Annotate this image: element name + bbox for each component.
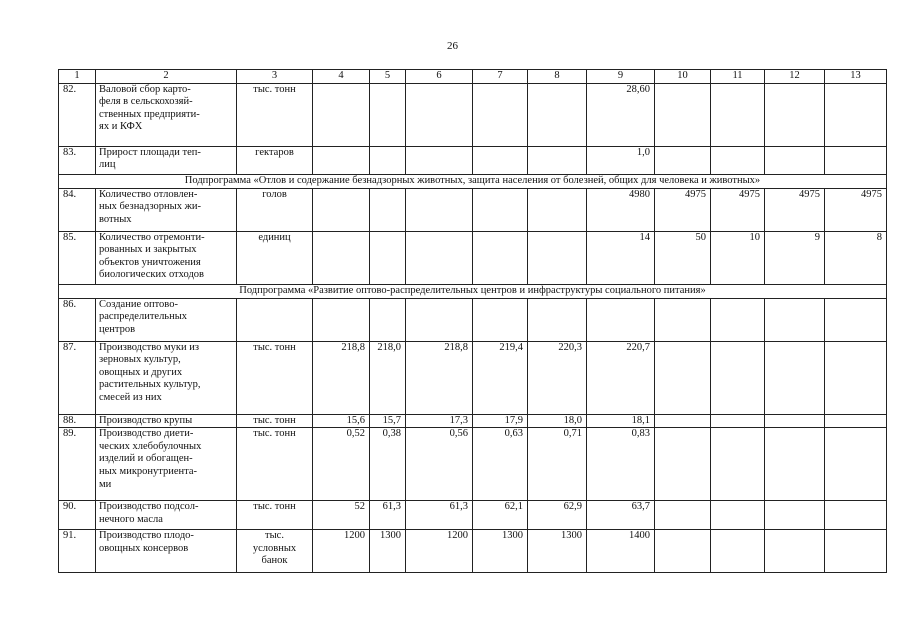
value-cell (711, 414, 765, 428)
unit-cell: тыс. тонн (237, 501, 313, 530)
value-cell (473, 83, 528, 146)
value-cell (765, 83, 825, 146)
table-row (59, 146, 887, 174)
value-cell: 4975 (711, 188, 765, 231)
value-cell (313, 231, 370, 284)
value-cell: 1200 (406, 530, 473, 573)
header-cell: 1 (59, 70, 96, 84)
indicator-name: Производство крупы (96, 414, 237, 428)
value-cell (528, 231, 587, 284)
value-cell (765, 530, 825, 573)
value-cell (711, 530, 765, 573)
table-row (59, 231, 887, 284)
unit-cell: единиц (237, 231, 313, 284)
header-cell: 9 (587, 70, 655, 84)
row-number: 89. (59, 428, 96, 501)
value-cell: 63,7 (587, 501, 655, 530)
header-cell: 13 (825, 70, 887, 84)
value-cell (711, 428, 765, 501)
page-number: 26 (447, 40, 458, 52)
value-cell (528, 146, 587, 174)
value-cell (370, 298, 406, 341)
indicator-name: Производство диети- ческих хлебобулочных изделий и обогащен- ных микронутриента- ми (96, 428, 237, 501)
value-cell (313, 188, 370, 231)
value-cell (406, 83, 473, 146)
value-cell (528, 83, 587, 146)
value-cell (528, 188, 587, 231)
value-cell (370, 83, 406, 146)
header-cell: 11 (711, 70, 765, 84)
value-cell (825, 298, 887, 341)
indicator-name: Создание оптово- распределительных центров (96, 298, 237, 341)
value-cell (711, 341, 765, 414)
value-cell (825, 414, 887, 428)
value-cell: 220,3 (528, 341, 587, 414)
value-cell: 62,1 (473, 501, 528, 530)
subprogram-row (59, 284, 887, 298)
value-cell (655, 428, 711, 501)
indicator-name: Производство плодо- овощных консервов (96, 530, 237, 573)
value-cell (655, 146, 711, 174)
value-cell (765, 428, 825, 501)
value-cell: 4975 (825, 188, 887, 231)
value-cell (655, 501, 711, 530)
value-cell: 4980 (587, 188, 655, 231)
value-cell: 10 (711, 231, 765, 284)
value-cell (825, 341, 887, 414)
value-cell: 15,7 (370, 414, 406, 428)
value-cell (825, 83, 887, 146)
value-cell: 0,83 (587, 428, 655, 501)
value-cell (370, 146, 406, 174)
value-cell (313, 298, 370, 341)
value-cell: 1300 (473, 530, 528, 573)
value-cell (528, 298, 587, 341)
value-cell: 28,60 (587, 83, 655, 146)
value-cell: 1,0 (587, 146, 655, 174)
header-cell: 8 (528, 70, 587, 84)
row-number: 91. (59, 530, 96, 573)
value-cell (825, 146, 887, 174)
header-row (59, 70, 887, 84)
row-number: 85. (59, 231, 96, 284)
table-row (59, 341, 887, 414)
value-cell (711, 83, 765, 146)
value-cell (473, 298, 528, 341)
value-cell: 0,52 (313, 428, 370, 501)
indicators-table (58, 69, 887, 573)
unit-cell (237, 298, 313, 341)
unit-cell: гектаров (237, 146, 313, 174)
value-cell (406, 146, 473, 174)
value-cell: 4975 (655, 188, 711, 231)
value-cell: 218,0 (370, 341, 406, 414)
value-cell (473, 146, 528, 174)
table-row (59, 83, 887, 146)
value-cell (765, 414, 825, 428)
row-number: 90. (59, 501, 96, 530)
value-cell: 1300 (528, 530, 587, 573)
value-cell: 18,0 (528, 414, 587, 428)
indicator-name: Валовой сбор карто- феля в сельскохозяй- ственных предприяти- ях и КФХ (96, 83, 237, 146)
value-cell (711, 298, 765, 341)
table-row (59, 501, 887, 530)
value-cell (370, 231, 406, 284)
value-cell: 17,3 (406, 414, 473, 428)
header-cell: 6 (406, 70, 473, 84)
value-cell: 218,8 (313, 341, 370, 414)
value-cell (655, 530, 711, 573)
indicator-name: Производство муки из зерновых культур, овощных и других растительных культур, смесей из них (96, 341, 237, 414)
subprogram-title: Подпрограмма «Отлов и содержание безнадзорных животных, защита населения от болезней, общих для человека и животных» (59, 174, 887, 188)
value-cell (711, 501, 765, 530)
value-cell: 218,8 (406, 341, 473, 414)
indicator-name: Количество отремонти- рованных и закрытых объектов уничтожения биологических отходов (96, 231, 237, 284)
value-cell: 50 (655, 231, 711, 284)
unit-cell: тыс. условных банок (237, 530, 313, 573)
value-cell (765, 501, 825, 530)
header-cell: 3 (237, 70, 313, 84)
value-cell (655, 341, 711, 414)
value-cell: 0,38 (370, 428, 406, 501)
table-row (59, 530, 887, 573)
unit-cell: тыс. тонн (237, 428, 313, 501)
row-number: 82. (59, 83, 96, 146)
value-cell: 61,3 (406, 501, 473, 530)
indicator-name: Производство подсол- нечного масла (96, 501, 237, 530)
value-cell (587, 298, 655, 341)
value-cell: 220,7 (587, 341, 655, 414)
value-cell: 14 (587, 231, 655, 284)
value-cell: 9 (765, 231, 825, 284)
value-cell: 62,9 (528, 501, 587, 530)
value-cell: 15,6 (313, 414, 370, 428)
value-cell (473, 231, 528, 284)
row-number: 88. (59, 414, 96, 428)
value-cell (655, 83, 711, 146)
value-cell: 1200 (313, 530, 370, 573)
header-cell: 2 (96, 70, 237, 84)
header-cell: 4 (313, 70, 370, 84)
row-number: 87. (59, 341, 96, 414)
value-cell: 0,56 (406, 428, 473, 501)
value-cell: 1300 (370, 530, 406, 573)
value-cell: 219,4 (473, 341, 528, 414)
value-cell: 61,3 (370, 501, 406, 530)
table-row (59, 188, 887, 231)
subprogram-row (59, 174, 887, 188)
header-cell: 12 (765, 70, 825, 84)
value-cell (765, 146, 825, 174)
value-cell: 0,63 (473, 428, 528, 501)
value-cell (370, 188, 406, 231)
value-cell: 8 (825, 231, 887, 284)
value-cell (711, 146, 765, 174)
table-row (59, 428, 887, 501)
value-cell (473, 188, 528, 231)
value-cell (655, 414, 711, 428)
value-cell (406, 188, 473, 231)
value-cell (825, 501, 887, 530)
value-cell (825, 530, 887, 573)
subprogram-title: Подпрограмма «Развитие оптово-распределительных центров и инфраструктуры социального питания» (59, 284, 887, 298)
value-cell (765, 341, 825, 414)
table-row (59, 298, 887, 341)
value-cell (655, 298, 711, 341)
value-cell (313, 83, 370, 146)
header-cell: 10 (655, 70, 711, 84)
unit-cell: голов (237, 188, 313, 231)
value-cell (765, 298, 825, 341)
value-cell: 52 (313, 501, 370, 530)
value-cell: 17,9 (473, 414, 528, 428)
table-row (59, 414, 887, 428)
header-cell: 5 (370, 70, 406, 84)
header-cell: 7 (473, 70, 528, 84)
value-cell: 0,71 (528, 428, 587, 501)
value-cell (825, 428, 887, 501)
indicator-name: Количество отловлен- ных безнадзорных жи- вотных (96, 188, 237, 231)
row-number: 83. (59, 146, 96, 174)
row-number: 86. (59, 298, 96, 341)
indicator-name: Прирост площади теп- лиц (96, 146, 237, 174)
unit-cell: тыс. тонн (237, 341, 313, 414)
value-cell: 1400 (587, 530, 655, 573)
unit-cell: тыс. тонн (237, 414, 313, 428)
value-cell (406, 298, 473, 341)
value-cell (313, 146, 370, 174)
value-cell (406, 231, 473, 284)
value-cell: 18,1 (587, 414, 655, 428)
row-number: 84. (59, 188, 96, 231)
value-cell: 4975 (765, 188, 825, 231)
unit-cell: тыс. тонн (237, 83, 313, 146)
